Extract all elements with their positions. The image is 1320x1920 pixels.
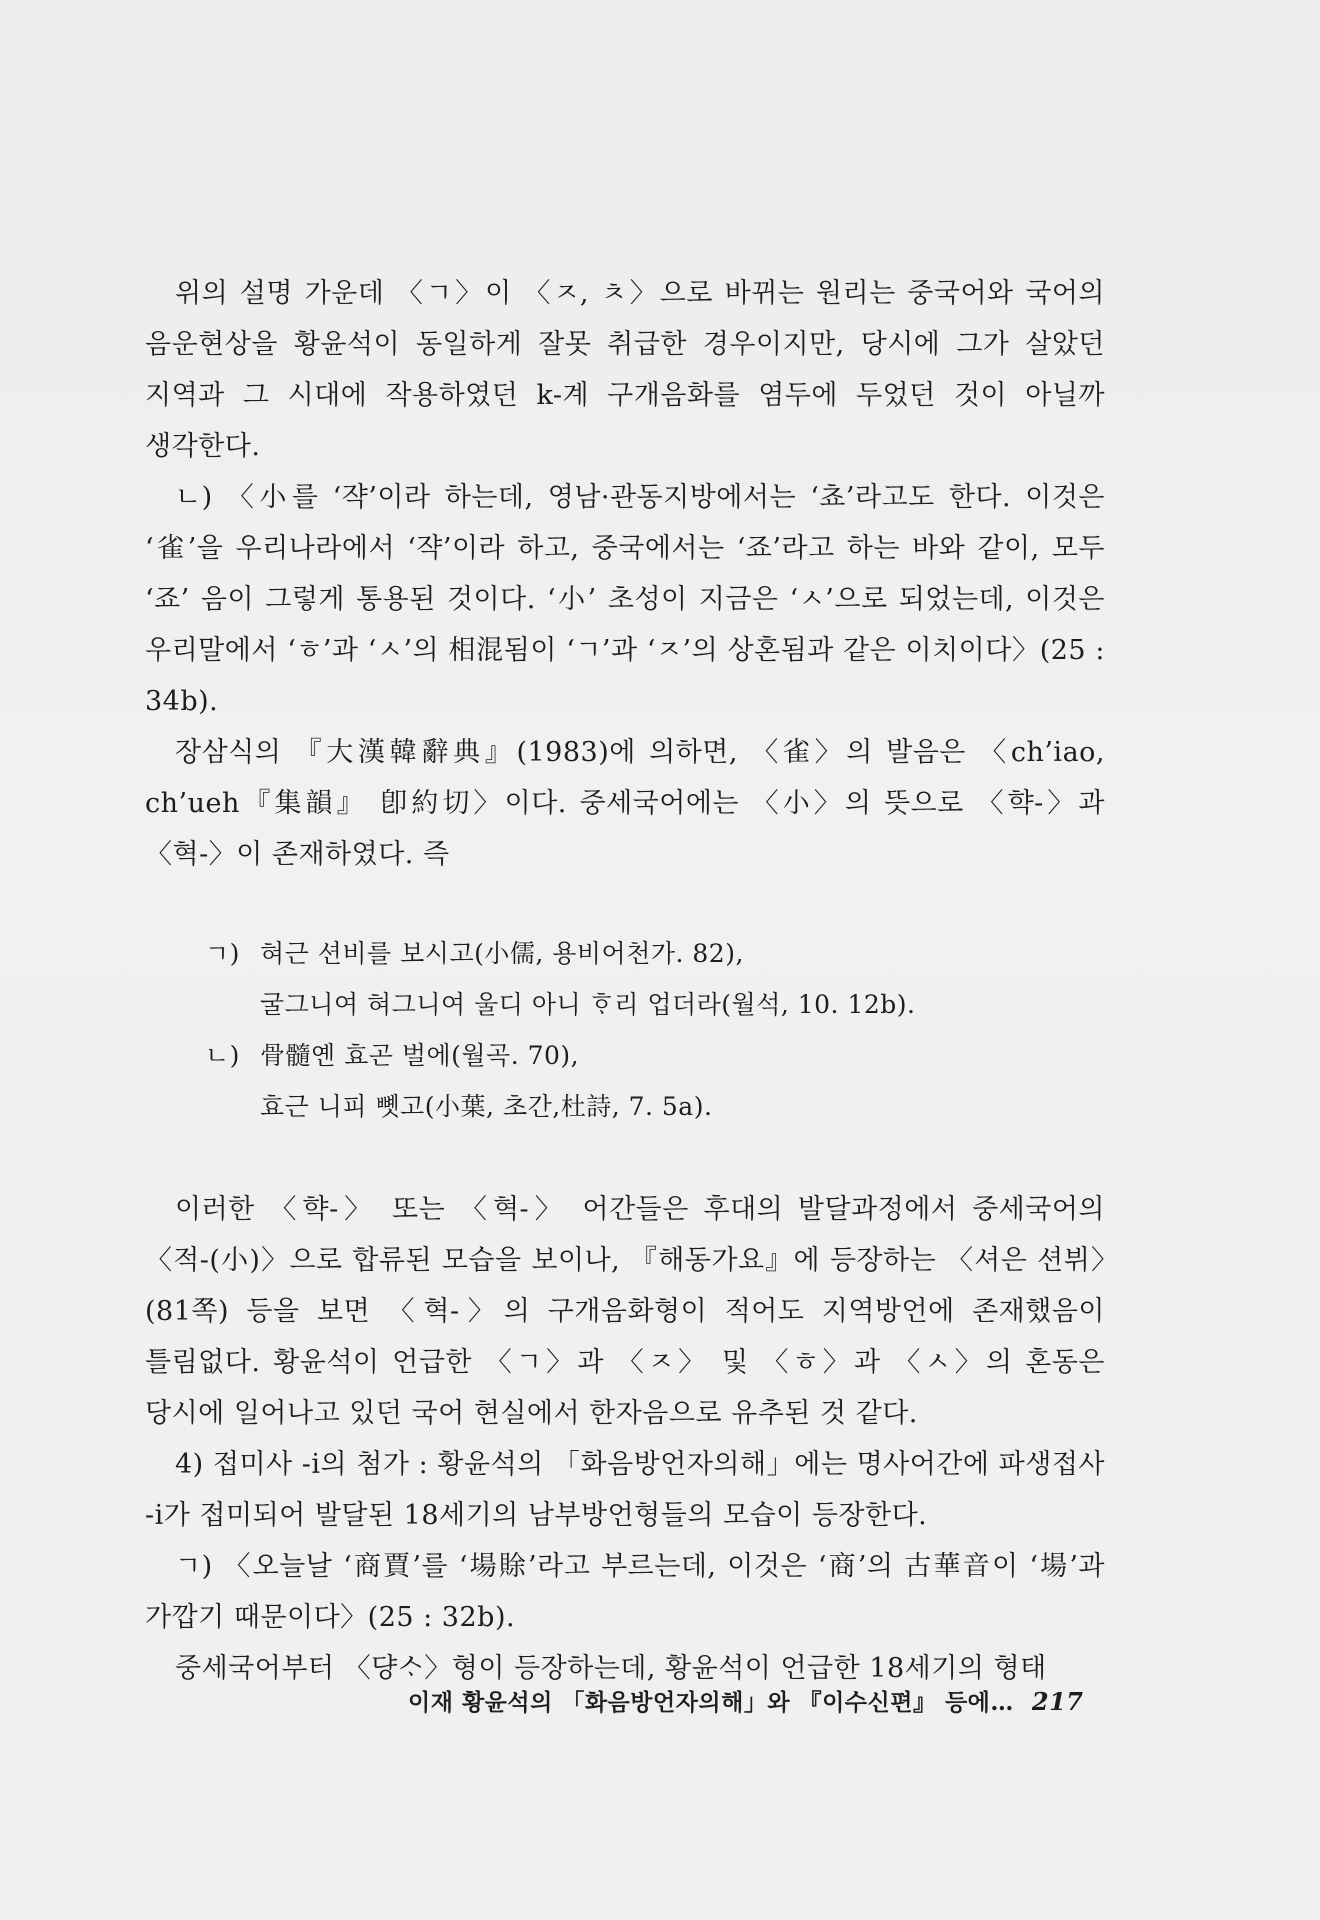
example-block (145, 928, 1105, 1132)
example-line (145, 1081, 1105, 1132)
example-marker: ㄱ) (205, 939, 240, 968)
page-number: 217 (1031, 1687, 1084, 1716)
example-line (145, 1030, 1105, 1081)
example-text: 혀근 션비를 보시고(小儒, 용비어천가. 82), (260, 939, 744, 968)
paragraph: 이러한 〈햑-〉 또는 〈혁-〉 어간들은 후대의 발달과정에서 중세국어의 〈적-(小)〉으로 합류된 모습을 보이나, 『해동가요』에 등장하는 〈셔은 션뷔〉(81쪽) 등을 보면 〈혁-〉의 구개음화형이 적어도 지역방언에 존재했음이 틀림없다. 황윤석이 언급한 〈ㄱ〉과 〈ㅈ〉 및 〈ㅎ〉과 〈ㅅ〉의 혼동은 당시에 일어나고 있던 국어 현실에서 한자음으로 유추된 것 같다. (145, 1194, 1105, 1429)
running-title: 이재 황윤석의 「화음방언자의해」와 『이수신편』 등에… (408, 1689, 1014, 1716)
paragraph: 장삼식의 『大漢韓辭典』(1983)에 의하면, 〈雀〉의 발음은 〈ch’iao, ch’ueh『集韻』 卽約切〉이다. 중세국어에는 〈小〉의 뜻으로 〈햑-〉과 〈혁-〉이 존재하였다. 즉 (145, 737, 1105, 870)
example-text: 굴그니여 혀그니여 울디 아니 ᄒᆞ리 업더라(월석, 10. 12b). (260, 990, 916, 1019)
paragraph: ㄱ) 〈오늘날 ‘商賈’를 ‘場賖’라고 부르는데, 이것은 ‘商’의 古華音이 ‘場’과 가깝기 때문이다〉(25 : 32b). (145, 1551, 1105, 1633)
paragraph: ㄴ) 〈小를 ‘쟉’이라 하는데, 영남·관동지방에서는 ‘쵸’라고도 한다. 이것은 ‘雀’을 우리나라에서 ‘쟉’이라 하고, 중국에서는 ‘죠’라고 하는 바와 같이, 모두 ‘죠’ 음이 그렇게 통용된 것이다. ‘小’ 초성이 지금은 ‘ㅅ’으로 되었는데, 이것은 우리말에서 ‘ㅎ’과 ‘ㅅ’의 相混됨이 ‘ㄱ’과 ‘ㅈ’의 상혼됨과 같은 이치이다〉(25 : 34b). (145, 482, 1105, 717)
example-text: 骨髓옌 효곤 벌에(월곡. 70), (260, 1041, 580, 1070)
paragraph: 중세국어부터 〈댱ᄉᆞ〉형이 등장하는데, 황윤석이 언급한 18세기의 형태 (175, 1653, 1047, 1684)
example-line (145, 928, 1105, 979)
example-marker: ㄴ) (205, 1041, 240, 1070)
example-line (145, 979, 1105, 1030)
paragraph: 위의 설명 가운데 〈ㄱ〉이 〈ㅈ, ㅊ〉으로 바뀌는 원리는 중국어와 국어의 음운현상을 황윤석이 동일하게 잘못 취급한 경우이지만, 당시에 그가 살았던 지역과 그 시대에 작용하였던 k-계 구개음화를 염두에 두었던 것이 아닐까 생각한다. (145, 278, 1105, 462)
body-text (145, 268, 1105, 1694)
page-footer (408, 1684, 1108, 1717)
example-text: 효근 니피 뼷고(小葉, 초간,杜詩, 7. 5a). (260, 1092, 713, 1121)
paragraph: 4) 접미사 -i의 첨가 : 황윤석의 「화음방언자의해」에는 명사어간에 파생접사 -i가 접미되어 발달된 18세기의 남부방언형들의 모습이 등장한다. (145, 1449, 1105, 1531)
